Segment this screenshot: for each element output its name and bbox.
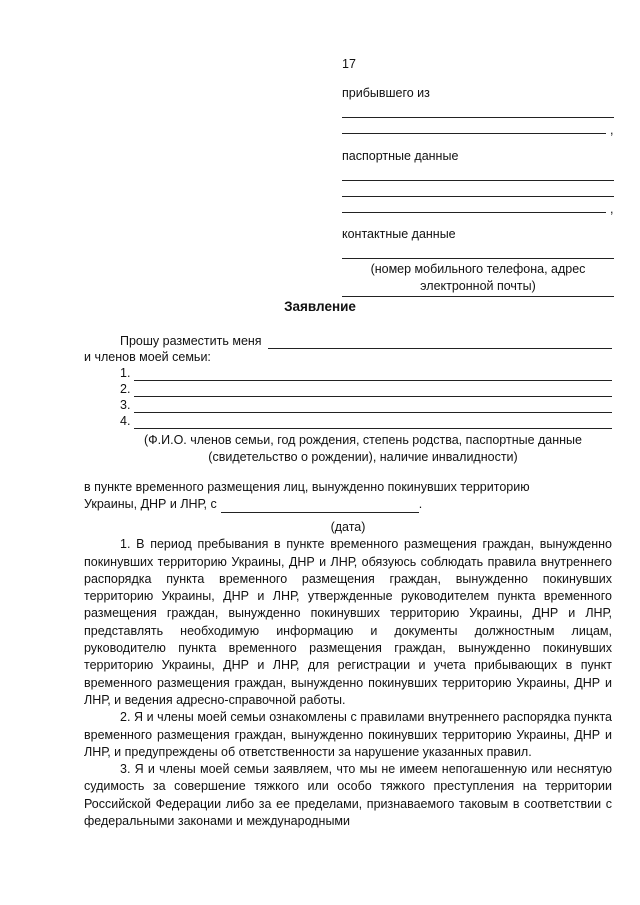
passport-field-2[interactable]: [342, 181, 614, 197]
paragraph-2: 2. Я и члены моей семьи ознакомлены с правилами внутреннего распорядка пункта временного размещения граждан, вынужденно покинувших территорию Украины, ДНР и ЛНР, и предупреждены об ответственности за нарушение указанных правил.: [84, 710, 612, 759]
paragraph-1: 1. В период пребывания в пункте временного размещения граждан, вынужденно покинувших территорию Украины, ДНР и ЛНР, обязуюсь соблюдать правила внутреннего распорядка пункта временного размещения граждан, вынужденно покинувших территорию Украины, ДНР и ЛНР, утвержденные руководителем пункта временного размещения граждан, вынужденно покинувших территорию Украины, ДНР и ЛНР, представлять необходимую информацию и документы должностным лицам, руководителю пункта временного размещения граждан, вынужденно покинувших территорию Украины, ДНР и ЛНР, для регистрации и учета прибывающих в пункт временного размещения граждан, вынужденно покинувших территорию Украины, ДНР и ЛНР, и ведения адресно-справочной работы.: [84, 537, 612, 707]
passport-field-3[interactable]: [342, 197, 614, 216]
passport-field[interactable]: [342, 165, 614, 181]
member-field[interactable]: [134, 384, 612, 397]
member-number: 2.: [120, 382, 131, 396]
period: .: [418, 497, 423, 511]
contacts-label: контактные данные: [342, 227, 456, 241]
request-line-1: [84, 333, 612, 349]
date-label: (дата): [330, 520, 366, 534]
placement-line-1: в пункте временного размещения лиц, вынужденно покинувших территорию: [84, 480, 530, 494]
request-line-2: [84, 349, 612, 365]
member-number: 3.: [120, 398, 131, 412]
member-row: [84, 365, 612, 381]
document-title: Заявление: [284, 299, 356, 314]
placement-block: [84, 479, 612, 513]
member-number: 4.: [120, 414, 131, 428]
members-hint: (Ф.И.О. членов семьи, год рождения, степень родства, паспортные данные (свидетельство о рождении), наличие инвалидности): [143, 433, 582, 464]
applicant-name-field[interactable]: [268, 336, 612, 349]
arrived-from-field[interactable]: [342, 102, 614, 118]
page-number: 17: [342, 57, 356, 71]
arrived-from-label: прибывшего из: [342, 86, 430, 100]
applicant-info-block: [342, 84, 614, 297]
request-text: Прошу разместить меня: [120, 334, 262, 348]
paragraph-3: 3. Я и члены моей семьи заявляем, что мы не имеем непогашенную или неснятую судимость за совершение тяжкого или особо тяжкого преступления на территории Российской Федерации либо за ее пределами, признаваемого таковым в соответствии с федеральными законами и международными: [84, 762, 612, 829]
placement-line-2: [84, 496, 612, 513]
contacts-field[interactable]: [342, 243, 614, 259]
member-row: [84, 381, 612, 397]
member-row: [84, 413, 612, 429]
member-number: 1.: [120, 366, 131, 380]
arrived-from-field-2[interactable]: [342, 118, 614, 137]
document-body: [84, 519, 612, 830]
comma: ,: [610, 202, 614, 216]
family-members-text: и членов моей семьи:: [84, 350, 211, 364]
request-block: [84, 333, 612, 466]
member-row: [84, 397, 612, 413]
passport-label: паспортные данные: [342, 149, 459, 163]
comma: ,: [610, 123, 614, 137]
member-field[interactable]: [134, 416, 612, 429]
contacts-hint: (номер мобильного телефона, адрес электронной почты): [342, 259, 614, 297]
member-field[interactable]: [134, 368, 612, 381]
placement-text: Украины, ДНР и ЛНР, с: [84, 497, 217, 511]
member-field[interactable]: [134, 400, 612, 413]
date-field[interactable]: [221, 499, 419, 513]
